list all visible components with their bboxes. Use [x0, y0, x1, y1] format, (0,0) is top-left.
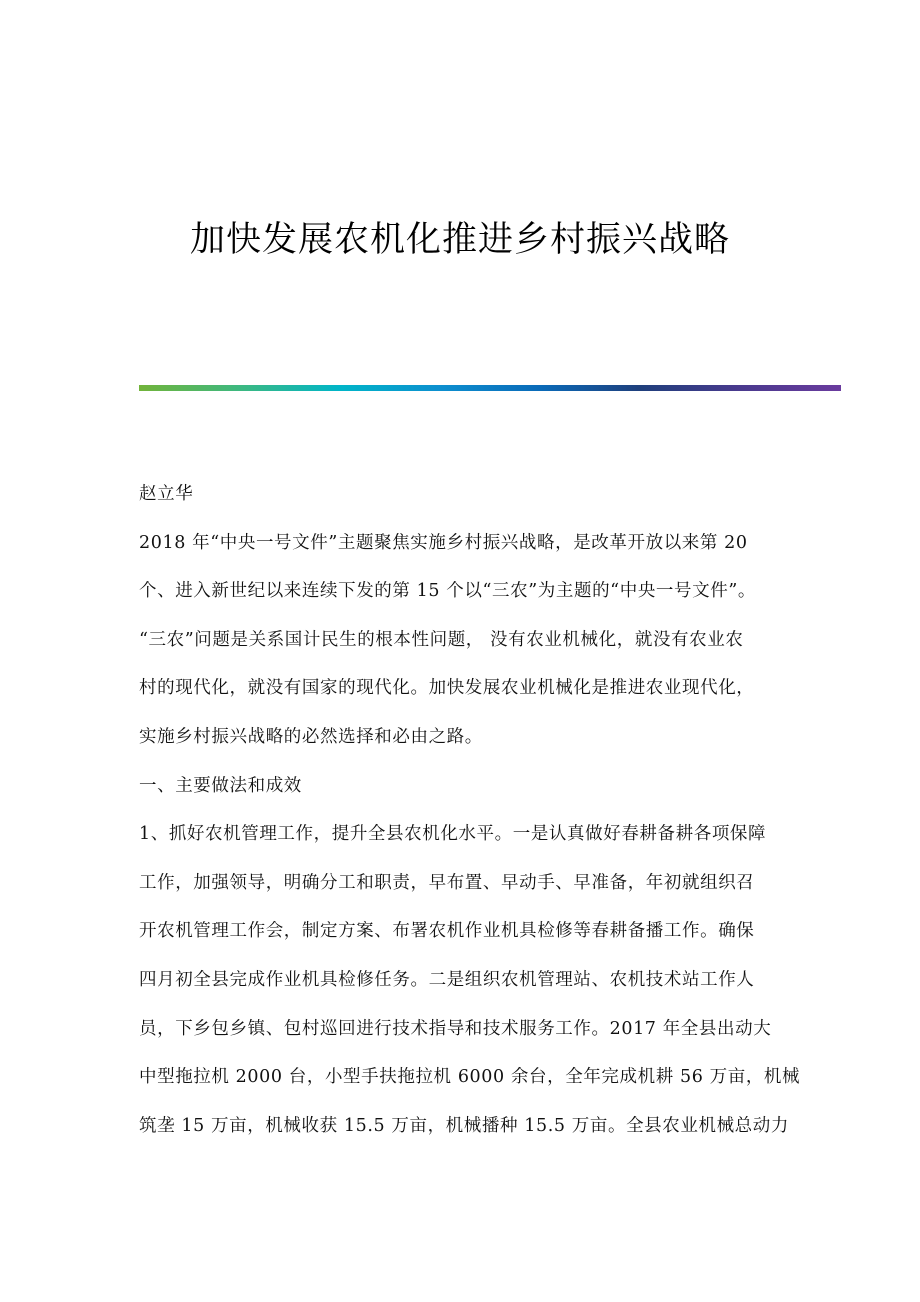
paragraph-line: “三农”问题是关系国计民生的根本性问题， 没有农业机械化，就没有农业农	[139, 629, 744, 650]
paragraph-line: 筑垄 15 万亩，机械收获 15.5 万亩，机械播种 15.5 万亩。全县农业机械总动力	[139, 1115, 789, 1136]
paragraph-line: 四月初全县完成作业机具检修任务。二是组织农机管理站、农机技术站工作人	[139, 969, 755, 990]
paragraph-line: 工作，加强领导，明确分工和职责，早布置、早动手、早准备，年初就组织召	[139, 872, 755, 893]
author-name: 赵立华	[139, 484, 194, 504]
paragraph-line: 个、进入新世纪以来连续下发的第 15 个以“三农”为主题的“中央一号文件”。	[139, 581, 756, 602]
gradient-divider	[139, 385, 841, 391]
paragraph-line: 中型拖拉机 2000 台，小型手扶拖拉机 6000 余台，全年完成机耕 56 万亩，机械	[139, 1067, 801, 1088]
paragraph-line: 开农机管理工作会，制定方案、布署农机作业机具检修等春耕备播工作。确保	[139, 921, 755, 942]
paragraph-line: 村的现代化，就没有国家的现代化。加快发展农业机械化是推进农业现代化，	[139, 678, 755, 699]
paragraph-line: 1、抓好农机管理工作，提升全县农机化水平。一是认真做好春耕备耕各项保障	[139, 824, 767, 845]
paragraph-line: 2018 年“中央一号文件”主题聚焦实施乡村振兴战略，是改革开放以来第 20	[139, 532, 748, 553]
paragraph-line: 员，下乡包乡镇、包村巡回进行技术指导和技术服务工作。2017 年全县出动大	[139, 1018, 772, 1039]
document-title: 加快发展农机化推进乡村振兴战略	[189, 220, 730, 260]
document-body	[139, 470, 819, 1150]
section-heading: 一、主要做法和成效	[139, 775, 302, 796]
paragraph-line: 实施乡村振兴战略的必然选择和必由之路。	[139, 726, 483, 747]
